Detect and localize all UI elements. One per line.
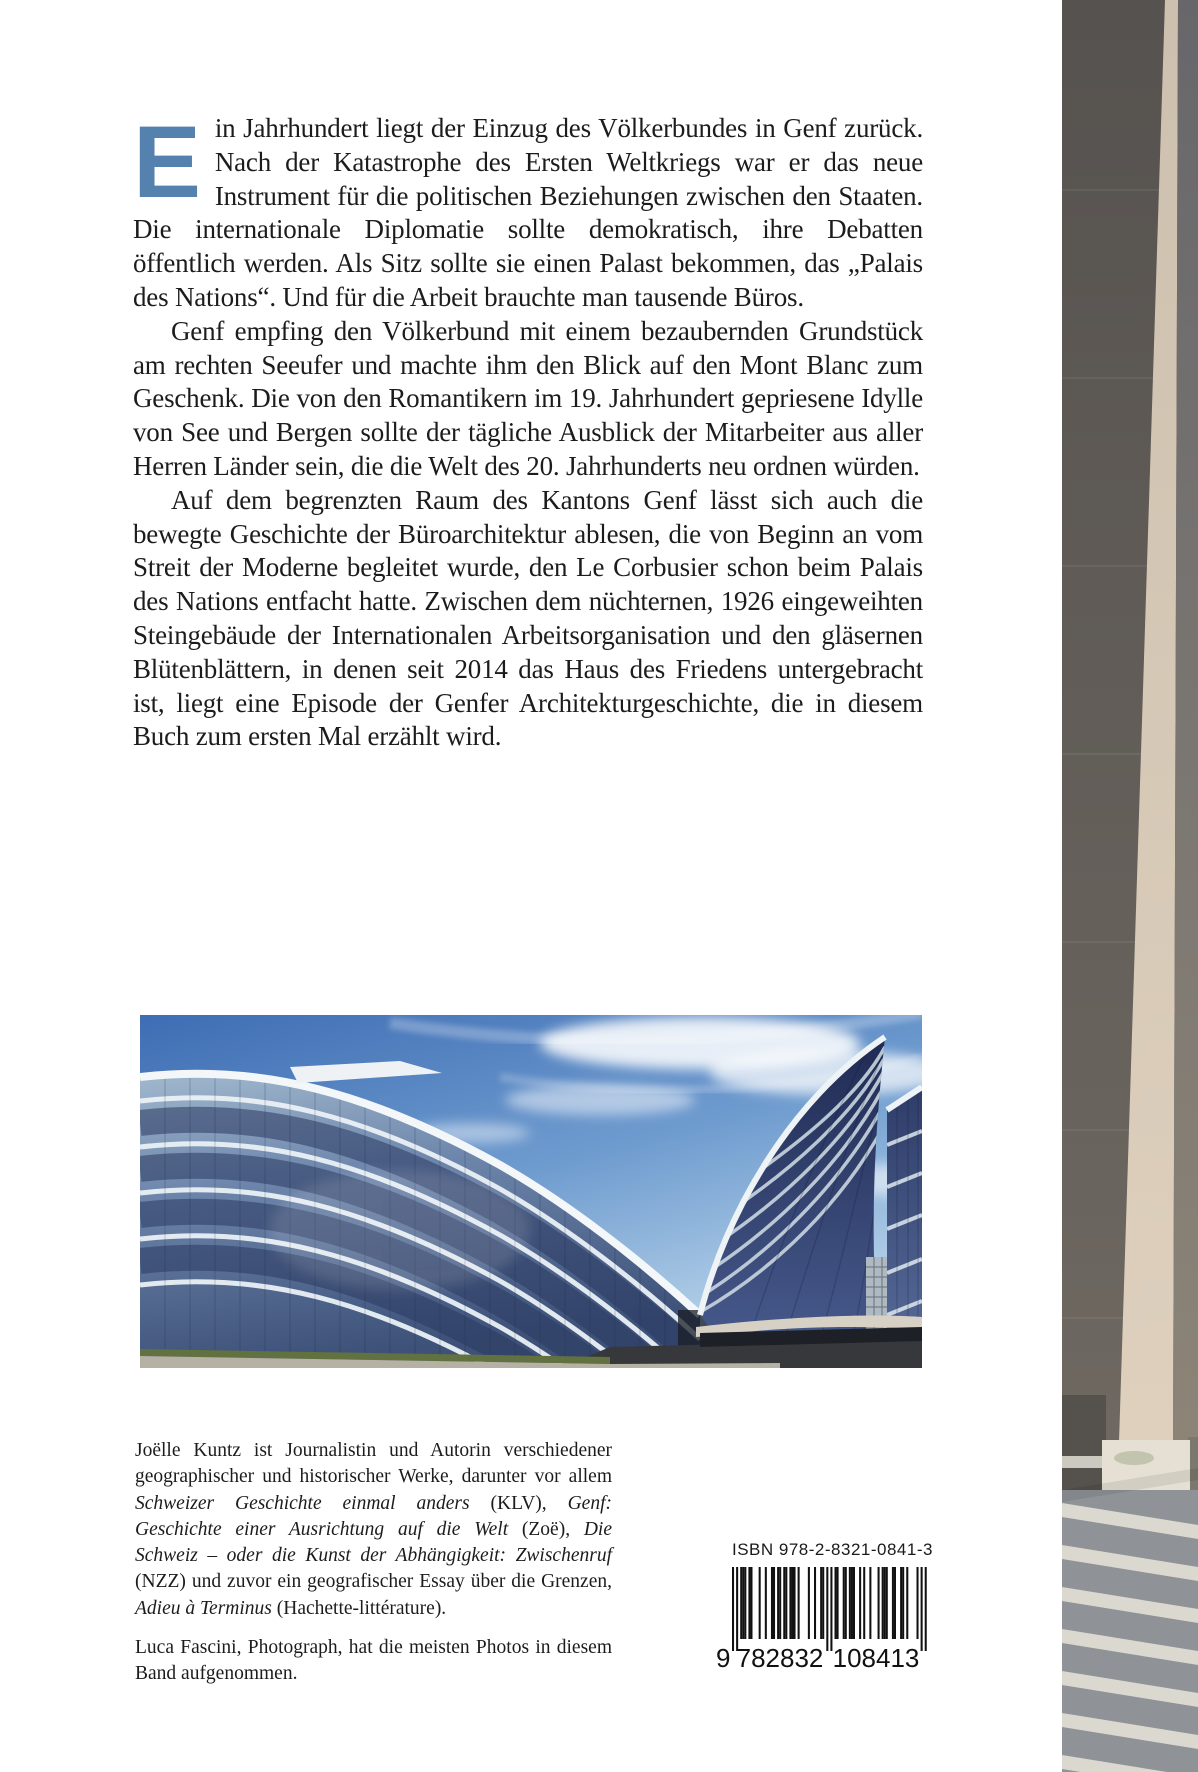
blurb (133, 105, 923, 754)
paragraph-2: Genf empfing den Völkerbund mit einem bezaubernden Grundstück am rechten Seeufer und machte ihm den Blick auf den Mont Blanc zum Geschenk. Die von den Romantikern im 19. Jahrhundert gepriesene Idylle von See und Bergen sollte der tägliche Ausblick der Mitarbeiter aus aller Herren Länder sein, die die Welt des 20. Jahrhunderts neu ordnen würden. (133, 315, 923, 481)
ean-barcode (706, 1567, 941, 1675)
stone-column (1062, 0, 1198, 1442)
svg-text:9: 9 (716, 1643, 731, 1673)
author-bio: Joëlle Kuntz ist Journalistin und Autorin verschiedener geographischer und historischer Werke, darunter vor allem Schweizer Geschichte einmal anders (KLV), Genf: Geschichte einer Ausrichtung auf die Welt (Zoë), Die Schweiz – oder die Kunst der Abhängigkeit: Zwischenruf (NZZ) und zuvor ein geografischer Essay über die Grenzen, Adieu à Terminus (Hachette-littérature). (135, 1440, 612, 1619)
paragraph-1-text: in Jahrhundert liegt der Einzug des Völkerbundes in Genf zurück. Nach der Katastrophe des Ersten Weltkriegs war er das neue Instrument für die politischen Beziehungen zwischen den Staaten. Die internationale Diplomatie sollte demokratisch, ihre Debatten öffentlich werden. Als Sitz sollte sie einen Palast bekommen, das „Palais des Nations“. Und für die Arbeit brauchte man tausende Büros. (133, 113, 923, 312)
building-photo (140, 1015, 922, 1368)
isbn-block (706, 1540, 941, 1675)
drop-cap: E (133, 105, 201, 219)
svg-text:108413: 108413 (832, 1643, 920, 1673)
paragraph-3: Auf dem begrenzten Raum des Kantons Genf lässt sich auch die bewegte Geschichte der Büroarchitektur ablesen, die von Beginn an vom Streit der Moderne begleitet wurde, den Le Corbusier schon beim Palais des Nations entfacht hatte. Zwischen dem nüchternen, 1926 eingeweihten Steingebäude der Internationalen Arbeitsorganisation und den gläsernen Blütenblättern, in denen seit 2014 das Haus des Friedens untergebracht ist, liegt eine Episode der Genfer Architekturgeschichte, die in diesem Buch zum ersten Mal erzählt wird. (133, 484, 923, 752)
svg-text:782832: 782832 (736, 1643, 824, 1673)
photographer-credit: Luca Fascini, Photograph, hat die meisten Photos in diesem Band aufgenommen. (135, 1637, 612, 1685)
paragraph-1 (133, 105, 923, 315)
isbn-label: ISBN 978-2-8321-0841-3 (732, 1540, 933, 1559)
staircase (1062, 1468, 1198, 1772)
column-photo-strip (1062, 0, 1198, 1772)
bio-section (135, 1438, 612, 1688)
